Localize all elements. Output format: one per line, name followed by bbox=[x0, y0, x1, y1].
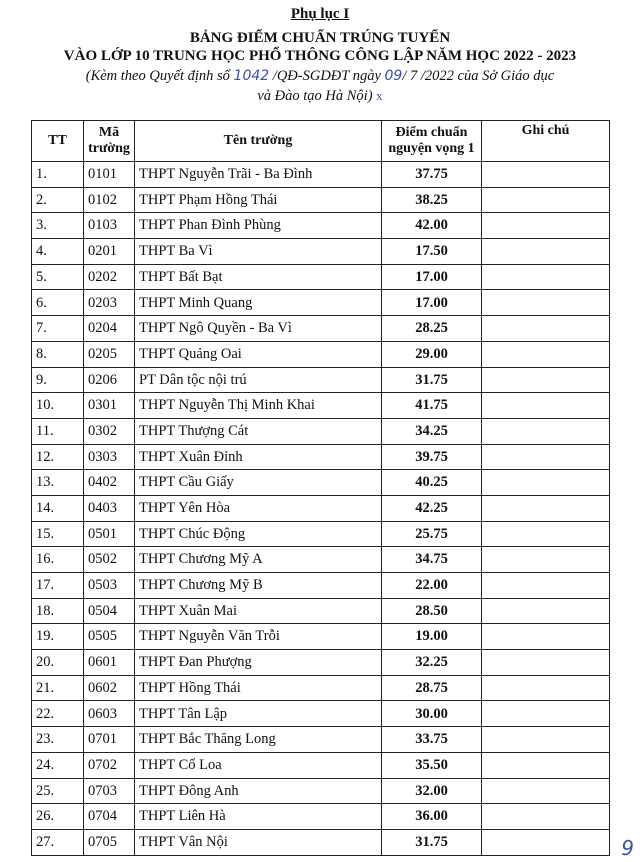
row-note bbox=[482, 752, 610, 778]
row-note bbox=[482, 187, 610, 213]
row-school-code: 0101 bbox=[84, 162, 135, 188]
row-note bbox=[482, 624, 610, 650]
table-row bbox=[32, 701, 610, 727]
col-header-tt: TT bbox=[32, 121, 84, 162]
row-note bbox=[482, 598, 610, 624]
decision-text-part3: / 7 /2022 của Sở Giáo dục bbox=[402, 68, 555, 84]
row-cutoff-score: 25.75 bbox=[382, 521, 482, 547]
row-school-name: THPT Cầu Giấy bbox=[135, 470, 382, 496]
row-school-code: 0504 bbox=[84, 598, 135, 624]
handwritten-mark: x bbox=[376, 88, 383, 103]
row-school-name: THPT Đan Phượng bbox=[135, 650, 382, 676]
row-tt: 24. bbox=[32, 752, 84, 778]
row-cutoff-score: 41.75 bbox=[382, 393, 482, 419]
row-school-name: THPT Nguyễn Trãi - Ba Đình bbox=[135, 162, 382, 188]
row-school-name: THPT Ngô Quyền - Ba Vì bbox=[135, 316, 382, 342]
row-tt: 4. bbox=[32, 239, 84, 265]
row-note bbox=[482, 264, 610, 290]
row-school-code: 0703 bbox=[84, 778, 135, 804]
row-cutoff-score: 30.00 bbox=[382, 701, 482, 727]
row-school-code: 0302 bbox=[84, 418, 135, 444]
table-row bbox=[32, 393, 610, 419]
row-tt: 16. bbox=[32, 547, 84, 573]
row-school-name: THPT Yên Hòa bbox=[135, 495, 382, 521]
table-row bbox=[32, 470, 610, 496]
row-tt: 9. bbox=[32, 367, 84, 393]
row-tt: 7. bbox=[32, 316, 84, 342]
row-school-code: 0303 bbox=[84, 444, 135, 470]
row-school-name: THPT Ba Vì bbox=[135, 239, 382, 265]
row-school-name: THPT Xuân Mai bbox=[135, 598, 382, 624]
row-note bbox=[482, 290, 610, 316]
row-school-name: THPT Thượng Cát bbox=[135, 418, 382, 444]
col-header-score-line2: nguyện vọng 1 bbox=[388, 141, 475, 156]
row-tt: 5. bbox=[32, 264, 84, 290]
row-school-code: 0501 bbox=[84, 521, 135, 547]
row-tt: 12. bbox=[32, 444, 84, 470]
handwritten-day: 09 bbox=[384, 68, 403, 84]
table-row bbox=[32, 573, 610, 599]
row-school-code: 0204 bbox=[84, 316, 135, 342]
table-row bbox=[32, 239, 610, 265]
handwritten-decision-number: 1042 bbox=[233, 68, 270, 84]
table-row bbox=[32, 829, 610, 855]
table-row bbox=[32, 162, 610, 188]
row-tt: 1. bbox=[32, 162, 84, 188]
row-cutoff-score: 33.75 bbox=[382, 727, 482, 753]
document-subtitle-title: VÀO LỚP 10 TRUNG HỌC PHỔ THÔNG CÔNG LẬP NĂM HỌC 2022 - 2023 bbox=[63, 48, 577, 64]
row-cutoff-score: 19.00 bbox=[382, 624, 482, 650]
row-cutoff-score: 22.00 bbox=[382, 573, 482, 599]
row-cutoff-score: 34.25 bbox=[382, 418, 482, 444]
document-title: BẢNG ĐIỂM CHUẨN TRÚNG TUYỂN bbox=[189, 30, 451, 46]
row-tt: 3. bbox=[32, 213, 84, 239]
col-header-score bbox=[382, 121, 482, 162]
row-cutoff-score: 36.00 bbox=[382, 804, 482, 830]
row-tt: 23. bbox=[32, 727, 84, 753]
row-school-code: 0201 bbox=[84, 239, 135, 265]
row-note bbox=[482, 213, 610, 239]
row-tt: 6. bbox=[32, 290, 84, 316]
row-tt: 17. bbox=[32, 573, 84, 599]
row-school-name: THPT Đông Anh bbox=[135, 778, 382, 804]
table-row bbox=[32, 521, 610, 547]
row-school-code: 0103 bbox=[84, 213, 135, 239]
row-school-code: 0502 bbox=[84, 547, 135, 573]
row-school-name: THPT Xuân Đỉnh bbox=[135, 444, 382, 470]
row-school-code: 0206 bbox=[84, 367, 135, 393]
row-note bbox=[482, 675, 610, 701]
row-school-code: 0602 bbox=[84, 675, 135, 701]
row-cutoff-score: 31.75 bbox=[382, 829, 482, 855]
decision-text-part1: (Kèm theo Quyết định số bbox=[85, 68, 234, 84]
row-school-code: 0702 bbox=[84, 752, 135, 778]
table-row bbox=[32, 752, 610, 778]
table-row bbox=[32, 727, 610, 753]
table-row bbox=[32, 804, 610, 830]
row-tt: 25. bbox=[32, 778, 84, 804]
row-tt: 22. bbox=[32, 701, 84, 727]
row-note bbox=[482, 727, 610, 753]
table-header-row bbox=[32, 121, 610, 162]
row-note bbox=[482, 367, 610, 393]
row-note bbox=[482, 804, 610, 830]
row-school-name: THPT Cổ Loa bbox=[135, 752, 382, 778]
row-school-name: THPT Chương Mỹ A bbox=[135, 547, 382, 573]
row-cutoff-score: 35.50 bbox=[382, 752, 482, 778]
row-note bbox=[482, 829, 610, 855]
row-school-name: THPT Nguyễn Thị Minh Khai bbox=[135, 393, 382, 419]
row-note bbox=[482, 495, 610, 521]
row-note bbox=[482, 521, 610, 547]
table-row bbox=[32, 213, 610, 239]
appendix-label: Phụ lục I bbox=[290, 6, 350, 22]
row-tt: 20. bbox=[32, 650, 84, 676]
row-cutoff-score: 42.00 bbox=[382, 213, 482, 239]
row-tt: 13. bbox=[32, 470, 84, 496]
row-cutoff-score: 17.00 bbox=[382, 290, 482, 316]
row-cutoff-score: 42.25 bbox=[382, 495, 482, 521]
row-tt: 21. bbox=[32, 675, 84, 701]
row-school-name: THPT Phạm Hồng Thái bbox=[135, 187, 382, 213]
row-note bbox=[482, 316, 610, 342]
row-school-name: THPT Tân Lập bbox=[135, 701, 382, 727]
row-tt: 18. bbox=[32, 598, 84, 624]
row-school-name: THPT Nguyễn Văn Trỗi bbox=[135, 624, 382, 650]
row-note bbox=[482, 444, 610, 470]
row-school-name: THPT Chúc Động bbox=[135, 521, 382, 547]
col-header-code bbox=[84, 121, 135, 162]
row-cutoff-score: 32.00 bbox=[382, 778, 482, 804]
row-note bbox=[482, 470, 610, 496]
table-row bbox=[32, 598, 610, 624]
row-school-code: 0301 bbox=[84, 393, 135, 419]
row-cutoff-score: 28.50 bbox=[382, 598, 482, 624]
row-note bbox=[482, 778, 610, 804]
decision-text-line2: và Đào tạo Hà Nội) bbox=[257, 88, 373, 104]
col-header-name: Tên trường bbox=[135, 121, 382, 162]
row-note bbox=[482, 239, 610, 265]
row-school-code: 0202 bbox=[84, 264, 135, 290]
row-cutoff-score: 28.75 bbox=[382, 675, 482, 701]
row-school-code: 0102 bbox=[84, 187, 135, 213]
col-header-code-line2: trường bbox=[88, 141, 130, 156]
row-school-name: THPT Quảng Oai bbox=[135, 341, 382, 367]
row-tt: 26. bbox=[32, 804, 84, 830]
row-school-name: THPT Minh Quang bbox=[135, 290, 382, 316]
row-cutoff-score: 34.75 bbox=[382, 547, 482, 573]
row-tt: 15. bbox=[32, 521, 84, 547]
row-school-code: 0403 bbox=[84, 495, 135, 521]
table-row bbox=[32, 624, 610, 650]
col-header-score-line1: Điểm chuẩn bbox=[395, 125, 468, 140]
row-school-name: THPT Liên Hà bbox=[135, 804, 382, 830]
row-school-code: 0705 bbox=[84, 829, 135, 855]
col-header-code-line1: Mã bbox=[98, 125, 120, 140]
table-row bbox=[32, 444, 610, 470]
row-school-code: 0203 bbox=[84, 290, 135, 316]
row-cutoff-score: 39.75 bbox=[382, 444, 482, 470]
table-row bbox=[32, 495, 610, 521]
row-tt: 14. bbox=[32, 495, 84, 521]
row-cutoff-score: 17.00 bbox=[382, 264, 482, 290]
row-tt: 27. bbox=[32, 829, 84, 855]
page-number: 9 bbox=[621, 836, 634, 860]
decision-text-part2: /QĐ-SGDĐT ngày bbox=[269, 68, 385, 84]
col-header-note: Ghi chú bbox=[482, 121, 610, 162]
row-cutoff-score: 32.25 bbox=[382, 650, 482, 676]
row-tt: 2. bbox=[32, 187, 84, 213]
row-school-code: 0704 bbox=[84, 804, 135, 830]
row-tt: 10. bbox=[32, 393, 84, 419]
row-school-code: 0205 bbox=[84, 341, 135, 367]
row-cutoff-score: 29.00 bbox=[382, 341, 482, 367]
row-school-name: THPT Vân Nội bbox=[135, 829, 382, 855]
table-row bbox=[32, 290, 610, 316]
row-tt: 11. bbox=[32, 418, 84, 444]
row-note bbox=[482, 701, 610, 727]
row-note bbox=[482, 393, 610, 419]
row-cutoff-score: 37.75 bbox=[382, 162, 482, 188]
decision-reference bbox=[40, 67, 600, 106]
row-tt: 19. bbox=[32, 624, 84, 650]
table-row bbox=[32, 778, 610, 804]
row-school-code: 0601 bbox=[84, 650, 135, 676]
row-school-code: 0505 bbox=[84, 624, 135, 650]
row-school-code: 0701 bbox=[84, 727, 135, 753]
score-table bbox=[31, 120, 610, 856]
table-row bbox=[32, 675, 610, 701]
table-row bbox=[32, 187, 610, 213]
row-school-name: THPT Bất Bạt bbox=[135, 264, 382, 290]
row-school-code: 0402 bbox=[84, 470, 135, 496]
table-row bbox=[32, 547, 610, 573]
row-note bbox=[482, 418, 610, 444]
row-cutoff-score: 31.75 bbox=[382, 367, 482, 393]
table-row bbox=[32, 650, 610, 676]
row-note bbox=[482, 573, 610, 599]
row-cutoff-score: 17.50 bbox=[382, 239, 482, 265]
row-school-name: THPT Phan Đình Phùng bbox=[135, 213, 382, 239]
row-note bbox=[482, 162, 610, 188]
row-school-name: THPT Bắc Thăng Long bbox=[135, 727, 382, 753]
table-row bbox=[32, 418, 610, 444]
row-school-name: THPT Chương Mỹ B bbox=[135, 573, 382, 599]
row-school-name: PT Dân tộc nội trú bbox=[135, 367, 382, 393]
row-note bbox=[482, 341, 610, 367]
row-school-name: THPT Hồng Thái bbox=[135, 675, 382, 701]
table-row bbox=[32, 341, 610, 367]
row-school-code: 0603 bbox=[84, 701, 135, 727]
table-row bbox=[32, 316, 610, 342]
row-school-code: 0503 bbox=[84, 573, 135, 599]
row-cutoff-score: 40.25 bbox=[382, 470, 482, 496]
row-note bbox=[482, 547, 610, 573]
row-cutoff-score: 38.25 bbox=[382, 187, 482, 213]
row-tt: 8. bbox=[32, 341, 84, 367]
table-row bbox=[32, 264, 610, 290]
row-cutoff-score: 28.25 bbox=[382, 316, 482, 342]
table-row bbox=[32, 367, 610, 393]
row-note bbox=[482, 650, 610, 676]
